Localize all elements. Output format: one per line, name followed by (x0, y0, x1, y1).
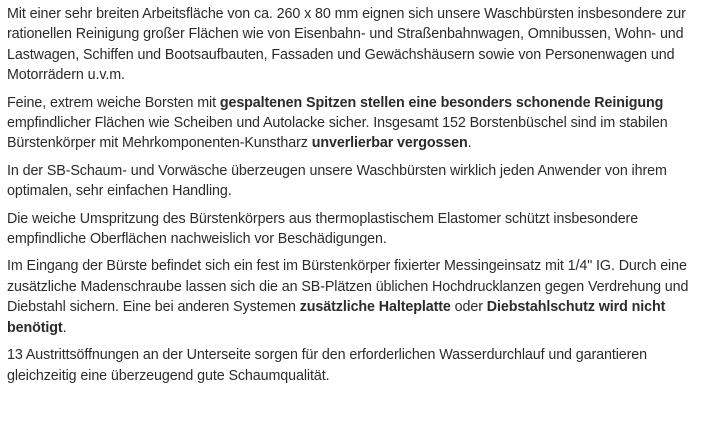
text-segment: Mit einer sehr breiten Arbeitsfläche von ca. 260 x 80 mm eignen sich unsere Waschbürsten insbesondere zur rationellen Reinigung großer Flächen wie von Eisenbahn- und Straßenbahnwagen, Omnibussen, Wohn- und Lastwagen, Schiffen und Bootsaufbauten, Fassaden und Gewächshäusern sowie von Personenwagen und Motorrädern u.v.m. (7, 6, 686, 84)
text-segment: Die weiche Umspritzung des Bürstenkörpers aus thermoplastischem Elastomer schützt insbesondere empfindliche Oberflächen nachweislich vor Beschädigungen. (7, 210, 639, 248)
text-segment: oder (450, 299, 487, 316)
text-segment: . (467, 135, 472, 152)
bold-segment: Diebstahlschutz wird nicht benötigt (7, 299, 666, 336)
text-segment: . (62, 319, 67, 336)
paragraph-overmold (7, 209, 710, 250)
bold-segment: unverlierbar vergossen (311, 135, 468, 152)
text-segment: Im Eingang der Bürste befindet sich ein fest im Bürstenkörper fixierter Messingeinsatz mit 1/4" IG. Durch eine zusätzliche Madenschraube lassen sich die an SB-Plätzen üblichen Hochdrucklanzen gegen Verdrehung und Diebstahl sichern. Eine bei anderen Systemen (7, 258, 689, 316)
text-segment: In der SB-Schaum- und Vorwäsche überzeugen unsere Waschbürsten wirklich jeden Anwender von ihrem optimalen, sehr einfachen Handling. (7, 162, 667, 200)
paragraph-work-surface (7, 4, 710, 86)
paragraph-brass-insert (7, 256, 710, 338)
text-segment: empfindlicher Flächen wie Scheiben und Autolacke sicher. Insgesamt 152 Borstenbüschel sind im stabilen Bürstenkörper mit Mehrkomponenten-Kunstharz (7, 115, 668, 152)
bold-segment: zusätzliche Halteplatte (299, 299, 451, 316)
text-segment: 13 Austrittsöffnungen an der Unterseite sorgen für den erforderlichen Wasserdurchlauf und garantieren gleichzeitig eine überzeugend gute Schaumqualität. (7, 347, 648, 384)
bold-segment: gespaltenen Spitzen stellen eine besonders schonende Reinigung (219, 94, 664, 111)
paragraph-prewash (7, 161, 710, 202)
paragraph-outlets (7, 345, 710, 386)
text-segment: Feine, extrem weiche Borsten mit (7, 94, 220, 111)
paragraph-bristles (7, 93, 710, 154)
